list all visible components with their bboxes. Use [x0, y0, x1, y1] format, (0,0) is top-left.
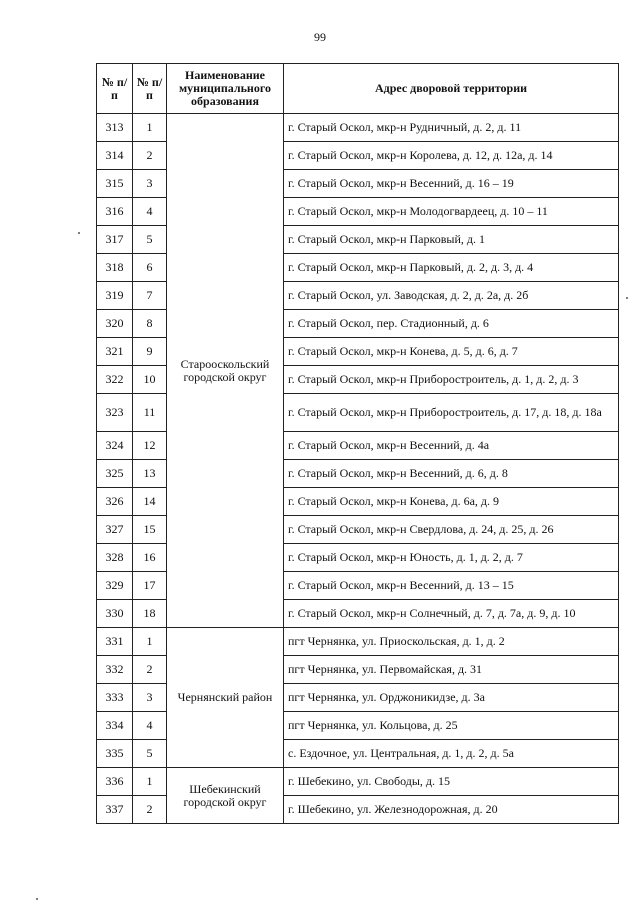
- row-number: 316: [97, 198, 133, 226]
- row-number: 314: [97, 142, 133, 170]
- courtyard-table: [96, 63, 619, 824]
- address-cell: г. Старый Оскол, мкр-н Свердлова, д. 24, д. 25, д. 26: [284, 516, 619, 544]
- row-number: 337: [97, 796, 133, 824]
- row-sub-number: 5: [133, 226, 167, 254]
- row-sub-number: 7: [133, 282, 167, 310]
- municipality-cell: Шебекинский городской округ: [167, 768, 284, 824]
- row-sub-number: 14: [133, 488, 167, 516]
- row-sub-number: 13: [133, 460, 167, 488]
- row-sub-number: 6: [133, 254, 167, 282]
- address-cell: с. Ездочное, ул. Центральная, д. 1, д. 2, д. 5а: [284, 740, 619, 768]
- scan-speck: [36, 898, 38, 900]
- row-sub-number: 1: [133, 768, 167, 796]
- row-sub-number: 2: [133, 796, 167, 824]
- table-row: [97, 768, 619, 796]
- header-address: Адрес дворовой территории: [284, 64, 619, 114]
- address-cell: г. Старый Оскол, мкр-н Конева, д. 6а, д. 9: [284, 488, 619, 516]
- row-number: 332: [97, 656, 133, 684]
- row-sub-number: 4: [133, 712, 167, 740]
- scan-speck: [78, 232, 80, 234]
- row-number: 319: [97, 282, 133, 310]
- address-cell: г. Старый Оскол, мкр-н Солнечный, д. 7, д. 7а, д. 9, д. 10: [284, 600, 619, 628]
- row-number: 318: [97, 254, 133, 282]
- address-cell: г. Старый Оскол, мкр-н Молодогвардеец, д. 10 – 11: [284, 198, 619, 226]
- row-number: 323: [97, 394, 133, 432]
- table-row: [97, 628, 619, 656]
- row-number: 325: [97, 460, 133, 488]
- row-number: 326: [97, 488, 133, 516]
- row-sub-number: 11: [133, 394, 167, 432]
- address-cell: г. Старый Оскол, мкр-н Весенний, д. 6, д. 8: [284, 460, 619, 488]
- table-row: [97, 114, 619, 142]
- address-cell: г. Старый Оскол, мкр-н Конева, д. 5, д. 6, д. 7: [284, 338, 619, 366]
- address-cell: г. Старый Оскол, мкр-н Рудничный, д. 2, д. 11: [284, 114, 619, 142]
- row-sub-number: 16: [133, 544, 167, 572]
- row-sub-number: 15: [133, 516, 167, 544]
- address-cell: пгт Чернянка, ул. Кольцова, д. 25: [284, 712, 619, 740]
- address-cell: г. Старый Оскол, мкр-н Приборостроитель, д. 1, д. 2, д. 3: [284, 366, 619, 394]
- row-number: 317: [97, 226, 133, 254]
- row-sub-number: 9: [133, 338, 167, 366]
- row-number: 328: [97, 544, 133, 572]
- address-cell: г. Старый Оскол, мкр-н Весенний, д. 16 – 19: [284, 170, 619, 198]
- row-sub-number: 4: [133, 198, 167, 226]
- row-sub-number: 12: [133, 432, 167, 460]
- address-cell: г. Старый Оскол, ул. Заводская, д. 2, д. 2а, д. 2б: [284, 282, 619, 310]
- row-sub-number: 17: [133, 572, 167, 600]
- row-number: 313: [97, 114, 133, 142]
- address-cell: г. Старый Оскол, пер. Стадионный, д. 6: [284, 310, 619, 338]
- municipality-cell: Старооскольский городской округ: [167, 114, 284, 628]
- row-sub-number: 2: [133, 142, 167, 170]
- row-number: 329: [97, 572, 133, 600]
- row-sub-number: 8: [133, 310, 167, 338]
- address-cell: г. Старый Оскол, мкр-н Парковый, д. 1: [284, 226, 619, 254]
- address-cell: пгт Чернянка, ул. Орджоникидзе, д. 3а: [284, 684, 619, 712]
- row-number: 331: [97, 628, 133, 656]
- address-cell: г. Старый Оскол, мкр-н Парковый, д. 2, д. 3, д. 4: [284, 254, 619, 282]
- address-cell: г. Старый Оскол, мкр-н Приборостроитель, д. 17, д. 18, д. 18а: [284, 394, 619, 432]
- address-cell: г. Старый Оскол, мкр-н Королева, д. 12, д. 12а, д. 14: [284, 142, 619, 170]
- row-number: 315: [97, 170, 133, 198]
- address-cell: г. Старый Оскол, мкр-н Весенний, д. 4а: [284, 432, 619, 460]
- table-header-row: [97, 64, 619, 114]
- row-number: 327: [97, 516, 133, 544]
- row-number: 334: [97, 712, 133, 740]
- page-number: 99: [314, 30, 326, 44]
- scan-speck: [626, 297, 628, 299]
- row-number: 322: [97, 366, 133, 394]
- address-cell: г. Старый Оскол, мкр-н Юность, д. 1, д. 2, д. 7: [284, 544, 619, 572]
- header-number: № п/п: [97, 64, 133, 114]
- address-cell: пгт Чернянка, ул. Приоскольская, д. 1, д. 2: [284, 628, 619, 656]
- row-sub-number: 10: [133, 366, 167, 394]
- row-sub-number: 1: [133, 628, 167, 656]
- row-number: 321: [97, 338, 133, 366]
- municipality-cell: Чернянский район: [167, 628, 284, 768]
- row-number: 324: [97, 432, 133, 460]
- row-sub-number: 3: [133, 684, 167, 712]
- row-number: 335: [97, 740, 133, 768]
- row-number: 336: [97, 768, 133, 796]
- row-number: 320: [97, 310, 133, 338]
- row-number: 333: [97, 684, 133, 712]
- address-cell: г. Старый Оскол, мкр-н Весенний, д. 13 – 15: [284, 572, 619, 600]
- address-cell: г. Шебекино, ул. Свободы, д. 15: [284, 768, 619, 796]
- header-sub-number: № п/п: [133, 64, 167, 114]
- row-sub-number: 5: [133, 740, 167, 768]
- row-sub-number: 3: [133, 170, 167, 198]
- row-sub-number: 2: [133, 656, 167, 684]
- row-number: 330: [97, 600, 133, 628]
- address-cell: г. Шебекино, ул. Железнодорожная, д. 20: [284, 796, 619, 824]
- header-municipality: Наименование муниципального образования: [167, 64, 284, 114]
- row-sub-number: 1: [133, 114, 167, 142]
- address-cell: пгт Чернянка, ул. Первомайская, д. 31: [284, 656, 619, 684]
- row-sub-number: 18: [133, 600, 167, 628]
